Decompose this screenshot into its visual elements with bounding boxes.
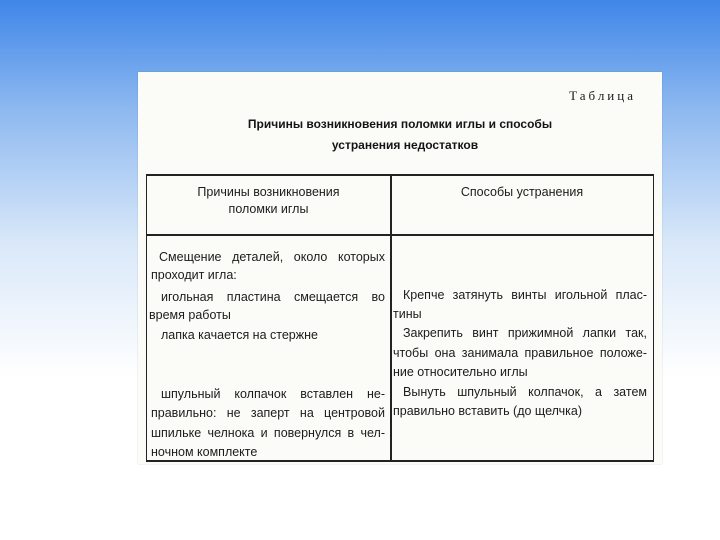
caption-line-1: Причины возникновения поломки иглы и способы bbox=[247, 117, 553, 131]
remedy-line: Вынуть шпульный колпачок, а затем bbox=[403, 385, 647, 399]
header-causes bbox=[147, 184, 390, 218]
caption-line-2: устранения недостатков bbox=[331, 138, 479, 152]
header-divider bbox=[147, 234, 653, 236]
remedy-line: ние относительно иглы bbox=[393, 365, 528, 379]
remedy-line: Крепче затянуть винты игольной плас- bbox=[403, 288, 647, 302]
column-divider bbox=[390, 176, 392, 460]
cause-line: лапка качается на стержне bbox=[161, 328, 318, 342]
header-causes-line-1: Причины возникновения bbox=[197, 185, 340, 199]
header-remedies: Способы устранения bbox=[460, 185, 584, 199]
cause-line: шпильке челнока и повернулся в чел- bbox=[151, 426, 385, 440]
cause-line: проходит игла: bbox=[151, 268, 237, 282]
remedy-line: Закрепить винт прижимной лапки так, bbox=[403, 326, 647, 340]
table-caption bbox=[138, 114, 662, 156]
header-causes-line-2: поломки иглы bbox=[228, 202, 309, 216]
scanned-table-image bbox=[138, 72, 662, 464]
remedy-line: правильно вставить (до щелчка) bbox=[393, 404, 583, 418]
cause-line: Смещение деталей, около которых bbox=[159, 250, 385, 264]
table-label: Таблица bbox=[569, 88, 636, 103]
data-table bbox=[146, 174, 654, 462]
cause-line: шпульный колпачок вставлен не- bbox=[161, 387, 385, 401]
cause-line: игольная пластина смещается во bbox=[161, 290, 385, 304]
remedy-line: тины bbox=[393, 307, 422, 321]
cause-line: ночном комплекте bbox=[151, 445, 258, 459]
remedy-line: чтобы она занимала правильное положе- bbox=[393, 346, 647, 360]
cause-line: время работы bbox=[149, 308, 231, 322]
cause-line: правильно: не заперт на центровой bbox=[151, 406, 385, 420]
